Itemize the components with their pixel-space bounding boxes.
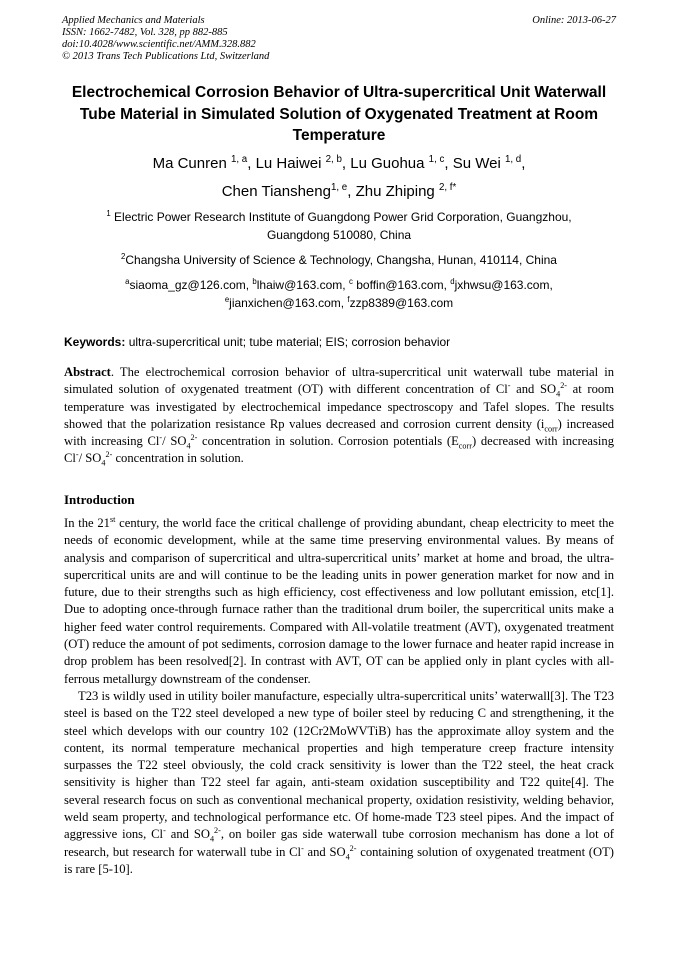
doi-line: doi:10.4028/www.scientific.net/AMM.328.882 xyxy=(62,39,256,50)
paper-title: Electrochemical Corrosion Behavior of Ultra-supercritical Unit Waterwall Tube Material in Simulated Solution of Oxygenated Treatment at Room Temperature xyxy=(71,84,607,144)
online-date: Online: 2013-06-27 xyxy=(532,15,616,26)
abstract-label: Abstract xyxy=(64,365,111,379)
keywords-text: ultra-supercritical unit; tube material; EIS; corrosion behavior xyxy=(128,335,451,349)
author: Zhu Zhiping xyxy=(355,183,435,200)
author-sup: 1, e xyxy=(330,182,348,193)
journal-header xyxy=(62,15,269,63)
intro-paragraph-1: In the 21st century, the world face the critical challenge of providing abundant, cheap electricity to meet the needs of economic development, while at the same time preserving environmental values. By means of analysis and comparison of supercritical and ultra-supercritical units’ market at home and broad, the ultra-supercritical units are and will continue to be the leading units in power generation market for now and in future, due to their strengths such as high efficiency, cost effectiveness and low pollutant emission, etc[1]. Due to adopting once-through furnace rather than the traditional drum boiler, the supercritical units make a higher feed water control requirements. Compared with All-volatile treatment (AVT), oxygenated treatment (OT) reduce the amount of pot sediments, corrosion damage to the lower furnace and heater rapid increase in drop problem has been resolved[2]. In contrast with AVT, OT can be applied only in plant cycles with all-ferrous metallurgy downstream of the condenser. xyxy=(64,514,614,686)
affiliation-1: $^1$ Electric Power Research Institute of Guangdong Power Grid Corporation, Guangzhou, Guangdong 510080, China xyxy=(106,209,572,242)
intro-paragraph-2: T23 is wildly used in utility boiler manufacture, especially ultra-supercritical units’ waterwall[3]. The T23 steel is based on the T22 steel developed a new type of boiler steel by reducing C and strengthening, it the steel which develops with our country 102 (12Cr2MoWVTiB) has the approximate alloy system and the content, its normal temperature mechanical properties and high temperature creep fracture intensity surpasses the T22 steel obviously, the cold crack sensitivity is lower than the T22 steel, the heat crack sensitivity is higher than T22 steel far again, anti-steam oxidation susceptibility and T22 quite[4]. The several research focus on such as conventional mechanical property, oxidation resistivity, welding behavior, weld seam property, and technological performance etc. Of home-made T23 steel pipes. And the impact of aggressive ions, Cl- and $SO_4^{2-}$, on boiler gas side waterwall tube corrosion mechanism has done a lot of research, but research for waterwall tube in Cl- and $SO_4^{2-}$ containing solution of oxygenated treatment (OT) is rare [5-10]. xyxy=(64,688,614,876)
author: Su Wei xyxy=(452,155,501,172)
author-sup: 2, f* xyxy=(438,182,457,193)
copyright-line: © 2013 Trans Tech Publications Ltd, Switzerland xyxy=(62,51,270,62)
introduction-body xyxy=(64,515,614,878)
keywords xyxy=(64,334,450,350)
author-sup: 2, b xyxy=(325,154,342,165)
author-sup: 1, d xyxy=(504,154,522,165)
author: Lu Haiwei xyxy=(255,155,322,172)
affiliation-2: $^2$Changsha University of Science & Technology, Changsha, Hunan, 410114, China xyxy=(121,252,557,267)
author-line-2: Chen Tiansheng$^{1, e}$, Zhu Zhiping $^{2, f*}$ xyxy=(221,182,457,200)
keywords-label: Keywords: xyxy=(64,335,126,349)
abstract: Abstract. The electrochemical corrosion behavior of ultra-supercritical unit waterwall tube material in simulated solution of oxygenated treatment (OT) with different concentration of Cl- and $SO_4^{2-}$ at room temperature was investigated by electrochemical impedance spectroscopy and Tafel slopes. The results showed that the polarization resistance Rp values decreased and corrosion current density $(i_{corr})$ increased with increasing Cl-/ $SO_4^{2-}$ concentration in solution. Corrosion potentials $(E_{corr})$ decreased with increasing Cl-/ $SO_4^{2-}$ concentration in solution. xyxy=(64,365,615,468)
author: Lu Guohua xyxy=(350,155,425,172)
section-heading-introduction: Introduction xyxy=(64,492,135,507)
author-sup: 1, c xyxy=(428,154,445,165)
author-sup: 1, a xyxy=(230,154,248,165)
issn-line: ISSN: 1662-7482, Vol. 328, pp 882-885 xyxy=(62,27,228,38)
author-line-1: Ma Cunren $^{1, a}$, Lu Haiwei $^{2, b}$, Lu Guohua $^{1, c}$, Su Wei $^{1, d}$, xyxy=(152,154,526,172)
email-list: $^a$siaoma_gz@126.com, $^b$lhaiw@163.com, $^c$ boffin@163.com, $^d$jxhwsu@163.com, $^e$jianxichen@163.com, $^f$zzp8389@163.com xyxy=(125,277,553,310)
author: Ma Cunren xyxy=(152,155,227,172)
journal-name: Applied Mechanics and Materials xyxy=(62,15,205,26)
author: Chen Tiansheng xyxy=(221,183,331,200)
